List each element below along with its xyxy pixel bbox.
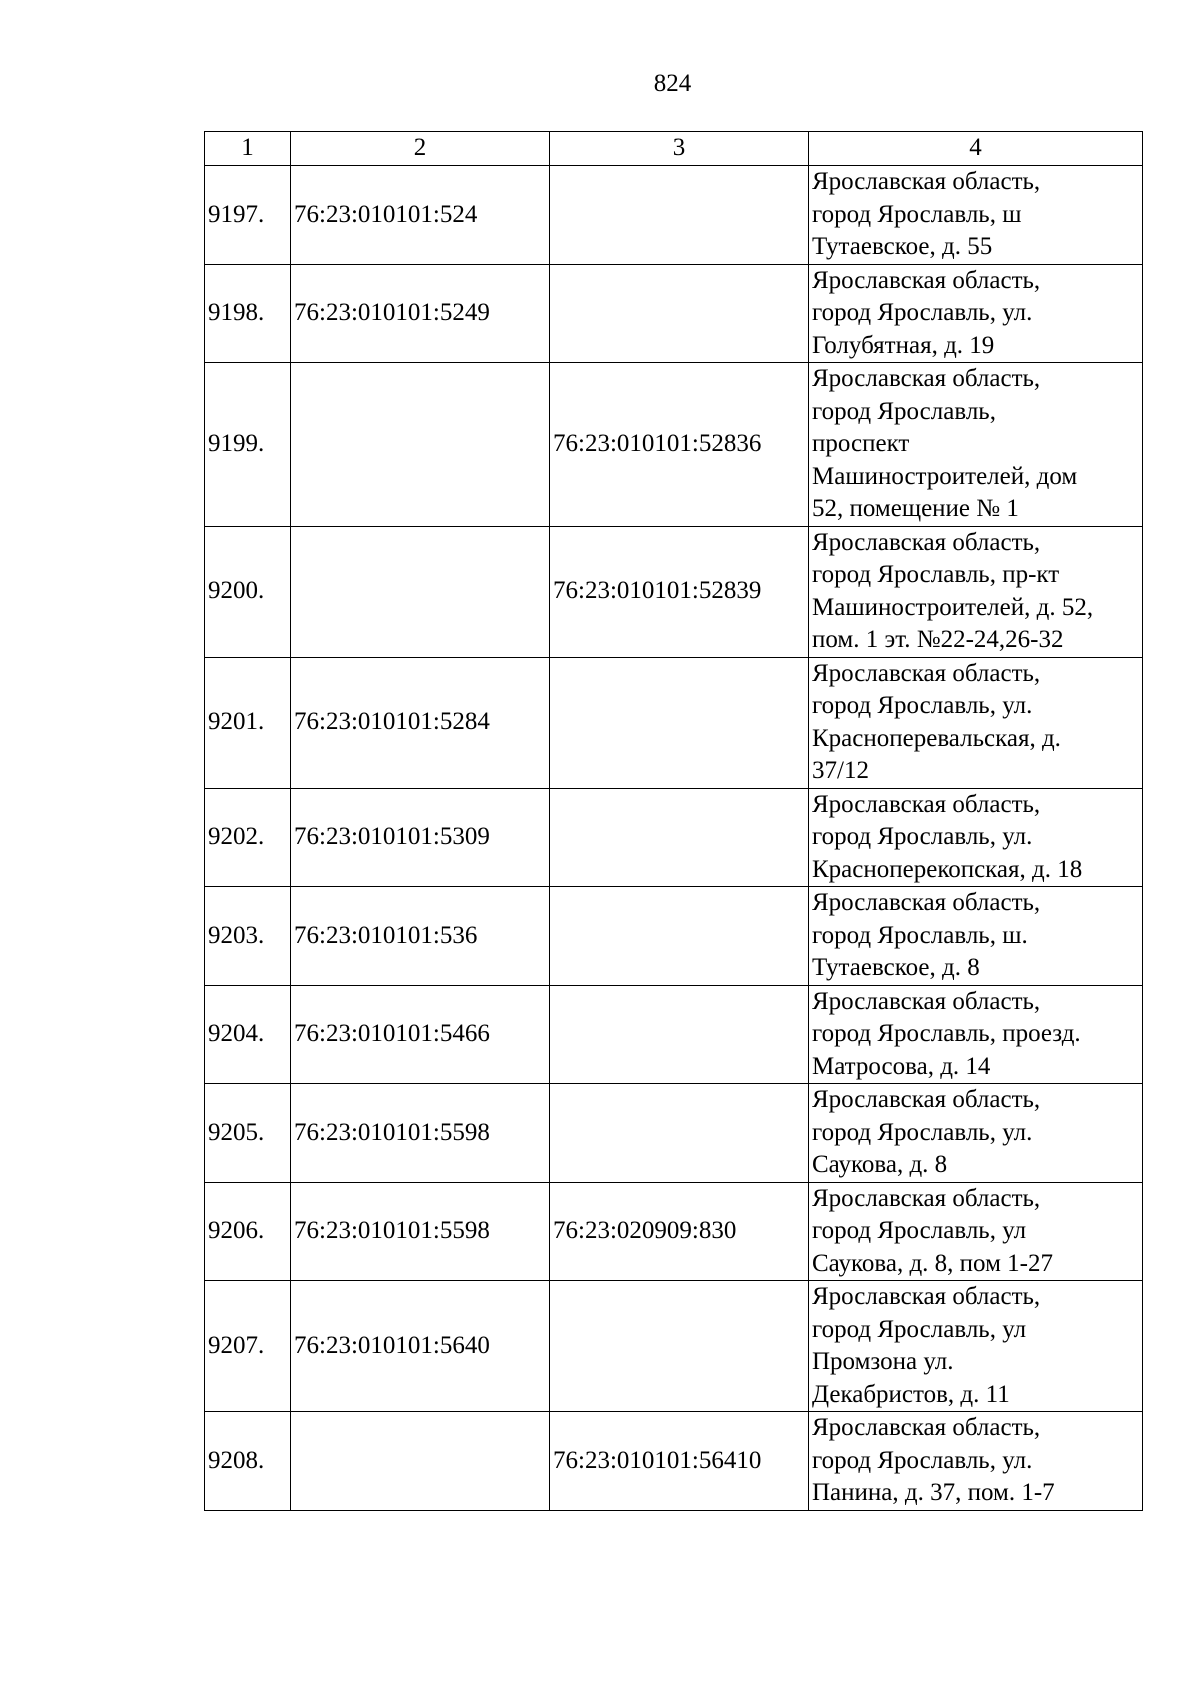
header-cell-4: 4 xyxy=(809,132,1143,166)
header-cell-2: 2 xyxy=(291,132,550,166)
cadastral-number: 76:23:010101:5284 xyxy=(291,657,550,788)
cadastral-number: 76:23:010101:5249 xyxy=(291,264,550,363)
address: Ярославская область, город Ярославль, ул. Саукова, д. 8 xyxy=(809,1084,1143,1183)
cadastral-number-premises xyxy=(550,887,809,986)
cadastral-number-premises xyxy=(550,166,809,265)
cadastral-number: 76:23:010101:5640 xyxy=(291,1281,550,1412)
cadastral-number: 76:23:010101:5598 xyxy=(291,1084,550,1183)
row-number: 9204. xyxy=(205,985,291,1084)
row-number: 9200. xyxy=(205,526,291,657)
cadastral-number-premises: 76:23:010101:56410 xyxy=(550,1412,809,1511)
table-row xyxy=(205,985,1143,1084)
row-number: 9208. xyxy=(205,1412,291,1511)
address: Ярославская область, город Ярославль, ул Промзона ул. Декабристов, д. 11 xyxy=(809,1281,1143,1412)
table-row xyxy=(205,788,1143,887)
table-row xyxy=(205,264,1143,363)
row-number: 9207. xyxy=(205,1281,291,1412)
address: Ярославская область, город Ярославль, ул. Красноперевальская, д. 37/12 xyxy=(809,657,1143,788)
table-row xyxy=(205,526,1143,657)
cadastral-number: 76:23:010101:536 xyxy=(291,887,550,986)
cadastral-number-premises xyxy=(550,1084,809,1183)
cadastral-number-premises xyxy=(550,1281,809,1412)
header-cell-3: 3 xyxy=(550,132,809,166)
cadastral-number-premises: 76:23:010101:52836 xyxy=(550,363,809,527)
row-number: 9199. xyxy=(205,363,291,527)
address: Ярославская область, город Ярославль, ул Саукова, д. 8, пом 1-27 xyxy=(809,1182,1143,1281)
cadastral-number: 76:23:010101:5309 xyxy=(291,788,550,887)
cadastral-number-premises xyxy=(550,657,809,788)
row-number: 9202. xyxy=(205,788,291,887)
address: Ярославская область, город Ярославль, проезд. Матросова, д. 14 xyxy=(809,985,1143,1084)
table-row xyxy=(205,657,1143,788)
row-number: 9197. xyxy=(205,166,291,265)
cadastral-number-premises xyxy=(550,985,809,1084)
cadastral-number xyxy=(291,363,550,527)
table-row xyxy=(205,166,1143,265)
cadastral-number-premises: 76:23:020909:830 xyxy=(550,1182,809,1281)
cadastral-number xyxy=(291,1412,550,1511)
table-row xyxy=(205,1084,1143,1183)
row-number: 9205. xyxy=(205,1084,291,1183)
address: Ярославская область, город Ярославль, ул. Голубятная, д. 19 xyxy=(809,264,1143,363)
table-row xyxy=(205,363,1143,527)
page-number: 824 xyxy=(653,70,692,97)
row-number: 9203. xyxy=(205,887,291,986)
address: Ярославская область, город Ярославль, ш. Тутаевское, д. 8 xyxy=(809,887,1143,986)
cadastral-number-premises: 76:23:010101:52839 xyxy=(550,526,809,657)
registry-table xyxy=(204,131,1143,1511)
address: Ярославская область, город Ярославль, ул. Красноперекопская, д. 18 xyxy=(809,788,1143,887)
address: Ярославская область, город Ярославль, проспект Машиностроителей, дом 52, помещение № 1 xyxy=(809,363,1143,527)
address: Ярославская область, город Ярославль, ул. Панина, д. 37, пом. 1-7 xyxy=(809,1412,1143,1511)
table-row xyxy=(205,1412,1143,1511)
cadastral-number: 76:23:010101:5466 xyxy=(291,985,550,1084)
cadastral-number: 76:23:010101:5598 xyxy=(291,1182,550,1281)
row-number: 9201. xyxy=(205,657,291,788)
header-row xyxy=(205,132,1143,166)
cadastral-number: 76:23:010101:524 xyxy=(291,166,550,265)
address: Ярославская область, город Ярославль, пр-кт Машиностроителей, д. 52, пом. 1 эт. №22-24,26-32 xyxy=(809,526,1143,657)
cadastral-number xyxy=(291,526,550,657)
table-row xyxy=(205,1281,1143,1412)
header-cell-1: 1 xyxy=(205,132,291,166)
address: Ярославская область, город Ярославль, ш Тутаевское, д. 55 xyxy=(809,166,1143,265)
cadastral-number-premises xyxy=(550,788,809,887)
cadastral-number-premises xyxy=(550,264,809,363)
row-number: 9198. xyxy=(205,264,291,363)
table-row xyxy=(205,887,1143,986)
row-number: 9206. xyxy=(205,1182,291,1281)
table-row xyxy=(205,1182,1143,1281)
